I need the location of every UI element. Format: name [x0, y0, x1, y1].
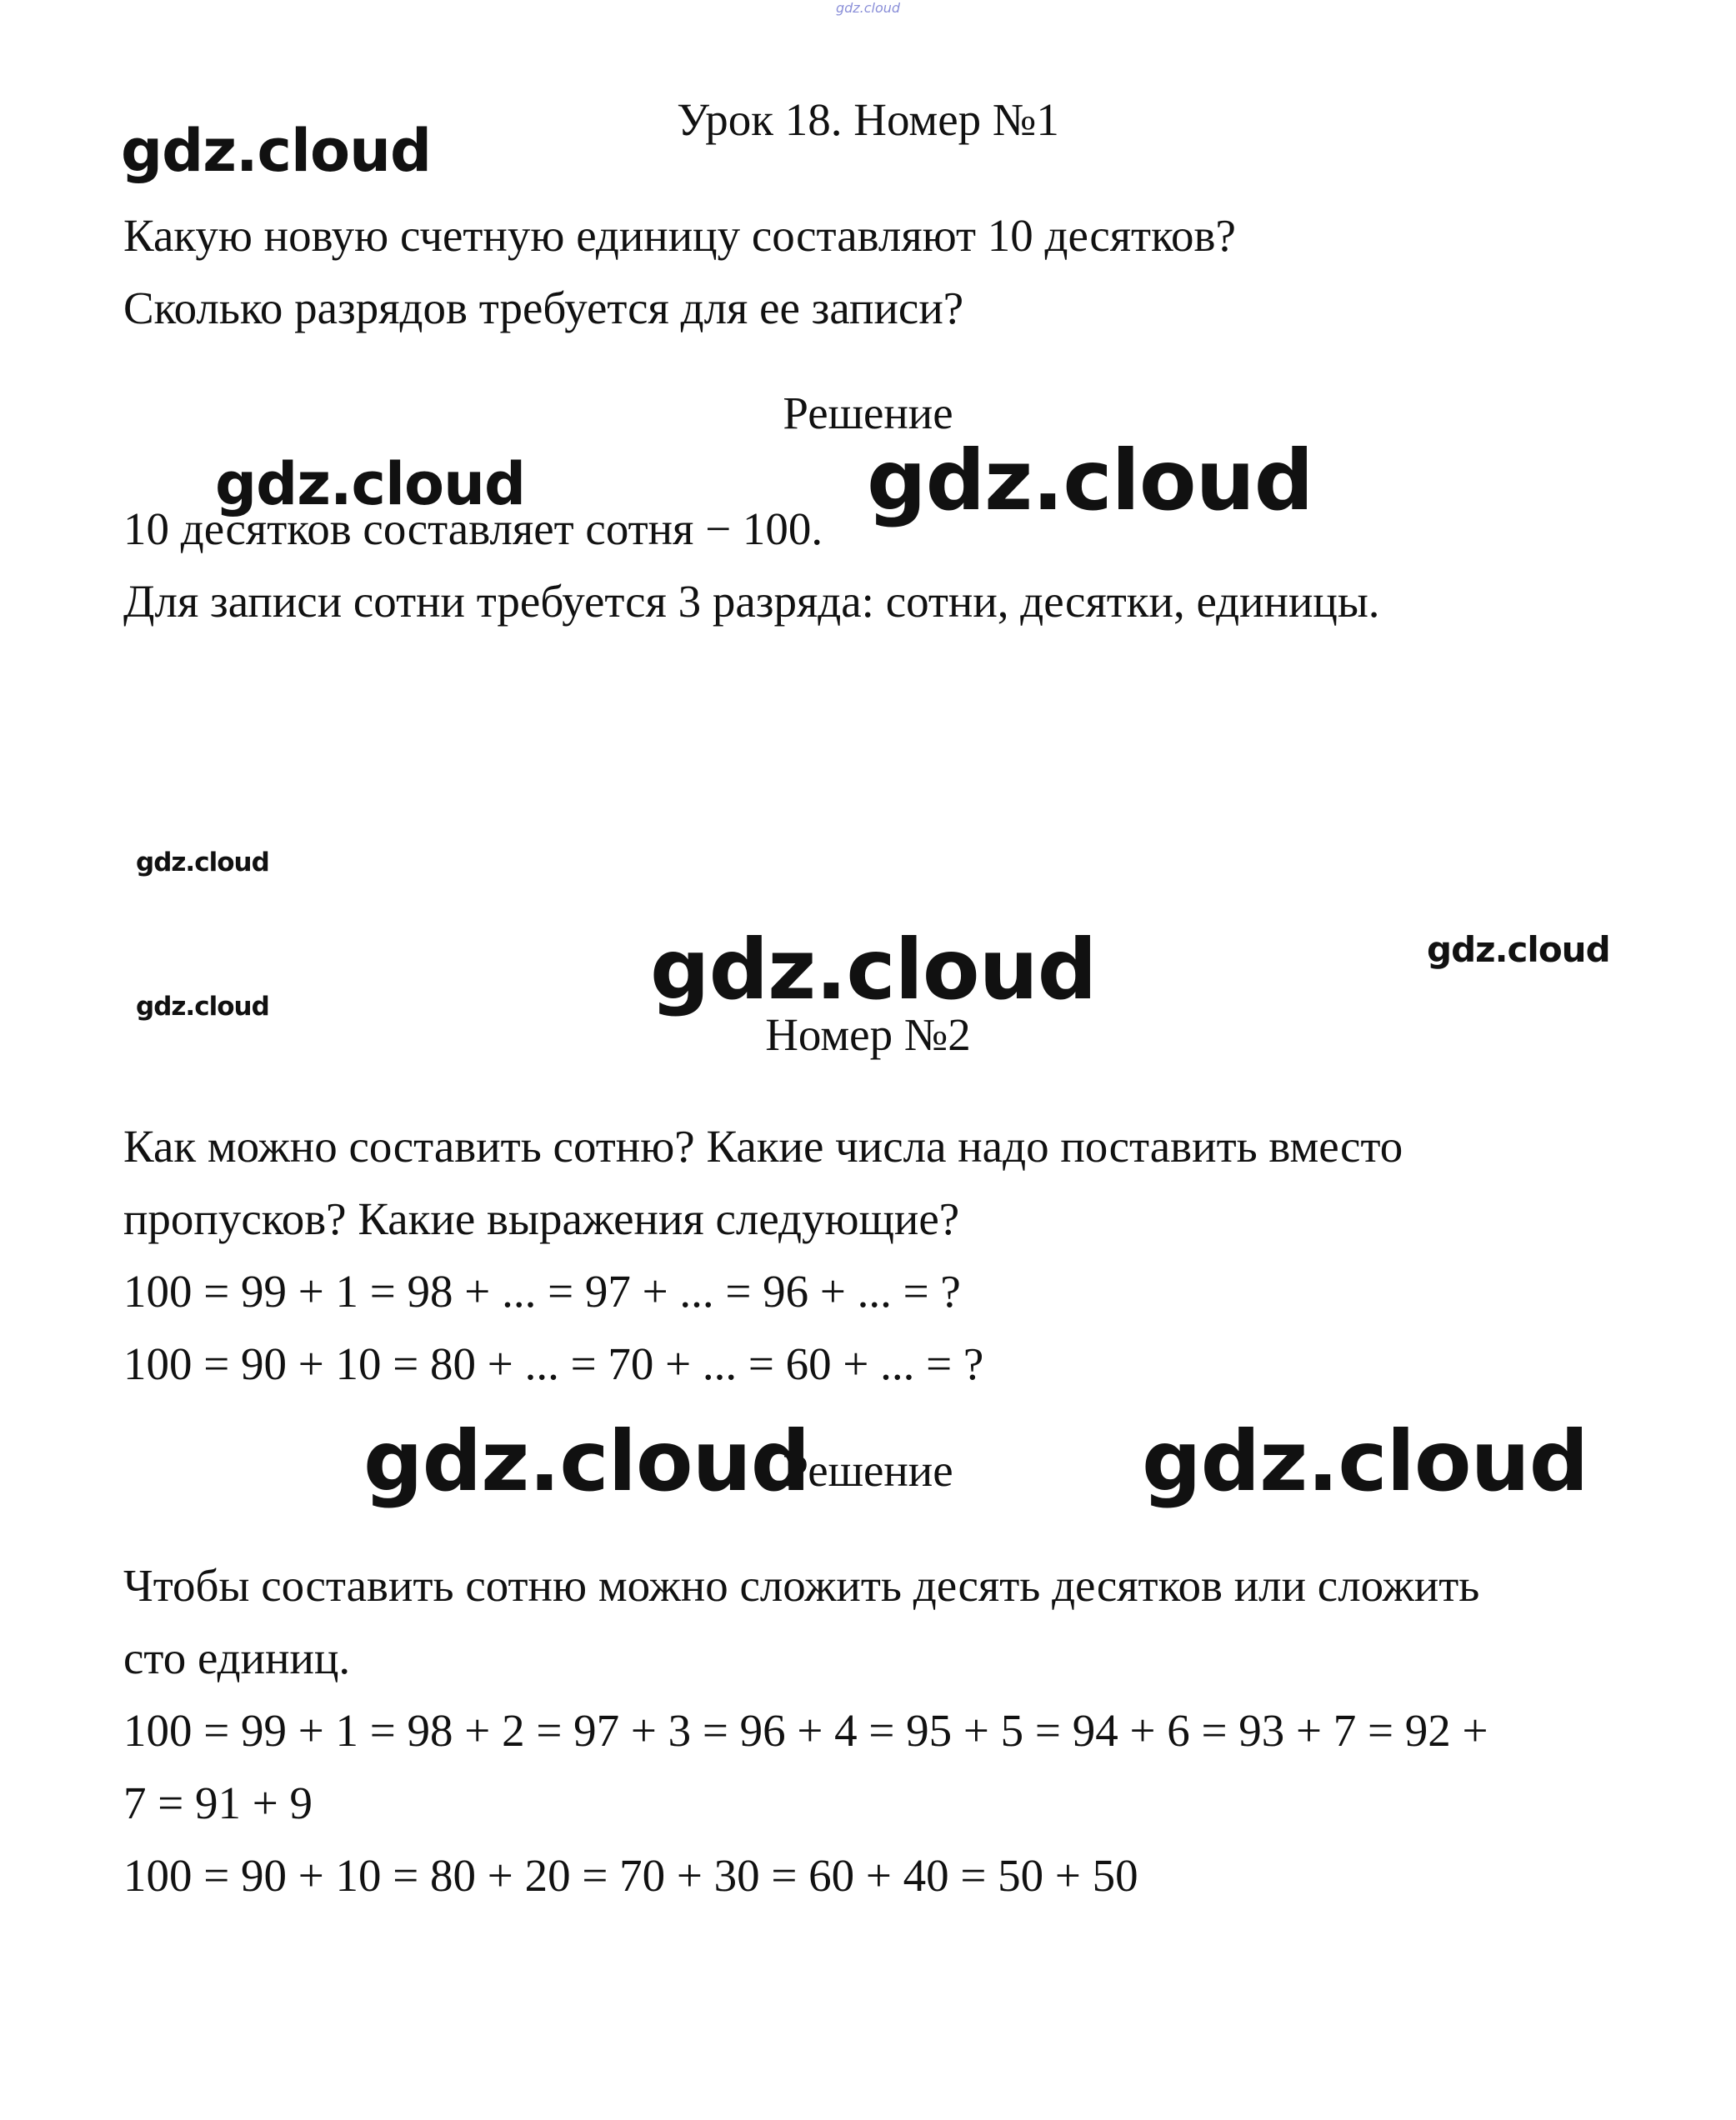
task2-answer-line-1: Чтобы составить сотню можно сложить десять десятков или сложить	[123, 1560, 1480, 1611]
task1-solution-label: Решение	[783, 388, 953, 438]
task2-question-line-2: пропусков? Какие выражения следующие?	[123, 1193, 960, 1244]
watermark: gdz.cloud	[1427, 929, 1610, 970]
task2-answer-line-2: сто единиц.	[123, 1632, 351, 1683]
watermark: gdz.cloud	[1142, 1412, 1588, 1510]
watermark: gdz.cloud	[136, 992, 269, 1022]
watermark: gdz.cloud	[136, 848, 269, 878]
watermark: gdz.cloud	[215, 450, 526, 518]
task1-title: Урок 18. Номер №1	[677, 94, 1059, 145]
task2-solution-label: Решение	[783, 1445, 953, 1496]
task1-question-line-1: Какую новую счетную единицу составляют 10 десятков?	[123, 210, 1236, 261]
task2-question-line-4: 100 = 90 + 10 = 80 + ... = 70 + ... = 60 + ... = ?	[123, 1338, 984, 1389]
task2-title: Номер №2	[765, 1009, 971, 1060]
task2-answer-line-4: 7 = 91 + 9	[123, 1778, 313, 1828]
task1-answer-line-2: Для записи сотни требуется 3 разряда: сотни, десятки, единицы.	[123, 576, 1380, 627]
task2-question-line-1: Как можно составить сотню? Какие числа надо поставить вместо	[123, 1121, 1403, 1172]
top-watermark: gdz.cloud	[835, 0, 901, 16]
task1-answer-line-1: 10 десятков составляет сотня − 100.	[123, 503, 823, 554]
watermark: gdz.cloud	[363, 1412, 810, 1510]
task2-answer-line-3: 100 = 99 + 1 = 98 + 2 = 97 + 3 = 96 + 4 = 95 + 5 = 94 + 6 = 93 + 7 = 92 +	[123, 1705, 1488, 1756]
task2-question-line-3: 100 = 99 + 1 = 98 + ... = 97 + ... = 96 + ... = ?	[123, 1266, 961, 1317]
watermark: gdz.cloud	[650, 921, 1097, 1018]
watermark: gdz.cloud	[867, 432, 1313, 529]
watermark: gdz.cloud	[121, 117, 432, 185]
task1-question-line-2: Сколько разрядов требуется для ее записи?	[123, 282, 964, 333]
task2-answer-line-5: 100 = 90 + 10 = 80 + 20 = 70 + 30 = 60 + 40 = 50 + 50	[123, 1850, 1138, 1901]
